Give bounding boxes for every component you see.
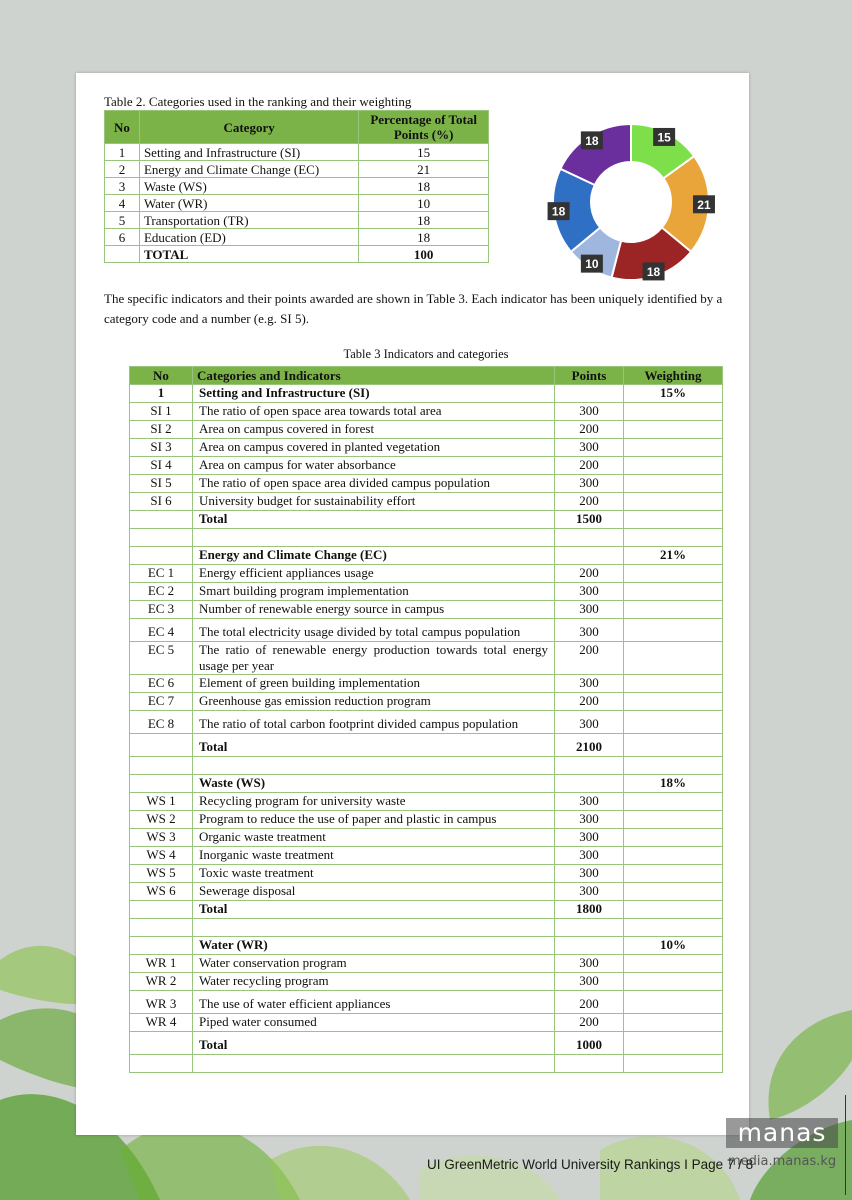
indicator-points: 300	[555, 619, 624, 642]
empty-cell	[555, 1055, 624, 1073]
table-row	[130, 565, 723, 583]
empty-cell	[624, 901, 723, 919]
indicator-points: 300	[555, 865, 624, 883]
section-weight: 10%	[624, 937, 723, 955]
cell-no: 3	[105, 178, 140, 195]
indicator-name: The use of water efficient appliances	[193, 991, 555, 1014]
cell-no: 4	[105, 195, 140, 212]
indicator-code: WS 6	[130, 883, 193, 901]
indicator-name: Inorganic waste treatment	[193, 847, 555, 865]
indicator-points: 300	[555, 583, 624, 601]
cell-category: Energy and Climate Change (EC)	[139, 161, 358, 178]
indicator-weight	[624, 675, 723, 693]
indicator-code: EC 1	[130, 565, 193, 583]
indicator-points: 300	[555, 439, 624, 457]
indicator-name: The ratio of open space area divided campus population	[193, 475, 555, 493]
indicator-code: EC 4	[130, 619, 193, 642]
category-donut-chart	[536, 107, 726, 297]
indicator-weight	[624, 865, 723, 883]
table-row	[130, 583, 723, 601]
indicator-code: SI 1	[130, 403, 193, 421]
data-label: 10	[585, 257, 599, 272]
document-page	[76, 73, 749, 1135]
header-category: Category	[139, 111, 358, 144]
table-row	[130, 601, 723, 619]
empty-cell	[624, 757, 723, 775]
indicator-name: Recycling program for university waste	[193, 793, 555, 811]
table3-caption: Table 3 Indicators and categories	[343, 347, 509, 361]
indicators-table-body	[130, 385, 723, 1073]
header-no: No	[130, 367, 193, 385]
section-name: Water (WR)	[193, 937, 555, 955]
empty-cell	[130, 734, 193, 757]
indicator-weight	[624, 693, 723, 711]
table-row	[130, 457, 723, 475]
empty-cell	[193, 919, 555, 937]
intro-paragraph: The specific indicators and their points awarded are shown in Table 3. Each indicator has been uniquely identified by a category code and a number (e.g. SI 5).	[104, 291, 723, 326]
indicator-code: WS 4	[130, 847, 193, 865]
total-points: 1500	[555, 511, 624, 529]
indicator-code: WR 4	[130, 1014, 193, 1032]
cell-percentage: 18	[359, 178, 489, 195]
header-points: Points	[555, 367, 624, 385]
section-no	[130, 775, 193, 793]
section-points	[555, 385, 624, 403]
section-total-row	[130, 734, 723, 757]
empty-cell	[130, 1032, 193, 1055]
table-row	[130, 693, 723, 711]
data-label: 18	[646, 264, 661, 279]
empty-cell	[555, 757, 624, 775]
table-row	[130, 439, 723, 457]
indicator-name: Greenhouse gas emission reduction program	[193, 693, 555, 711]
indicator-weight	[624, 955, 723, 973]
section-total-row	[130, 901, 723, 919]
empty-cell	[193, 1055, 555, 1073]
cell-percentage: 18	[359, 229, 489, 246]
indicator-code: SI 4	[130, 457, 193, 475]
indicator-weight	[624, 847, 723, 865]
indicator-weight	[624, 991, 723, 1014]
section-points	[555, 547, 624, 565]
indicator-name: The ratio of open space area towards total area	[193, 403, 555, 421]
indicator-name: Organic waste treatment	[193, 829, 555, 847]
empty-cell	[130, 529, 193, 547]
spacer-row	[130, 529, 723, 547]
indicator-name: Program to reduce the use of paper and plastic in campus	[193, 811, 555, 829]
indicator-name: Smart building program implementation	[193, 583, 555, 601]
spacer-row	[130, 1055, 723, 1073]
indicator-name: Number of renewable energy source in campus	[193, 601, 555, 619]
indicator-code: SI 6	[130, 493, 193, 511]
table2-caption: Table 2. Categories used in the ranking and their weighting	[104, 94, 412, 109]
table-row	[130, 973, 723, 991]
total-points: 2100	[555, 734, 624, 757]
indicator-points: 300	[555, 675, 624, 693]
table-row	[105, 212, 489, 229]
empty-cell	[555, 919, 624, 937]
manas-logo: manas	[726, 1118, 838, 1148]
section-total-row	[130, 511, 723, 529]
indicator-weight	[624, 493, 723, 511]
section-points	[555, 937, 624, 955]
indicator-code: WR 2	[130, 973, 193, 991]
empty-cell	[624, 1032, 723, 1055]
indicator-weight	[624, 565, 723, 583]
section-name: Waste (WS)	[193, 775, 555, 793]
empty-cell	[130, 511, 193, 529]
indicator-weight	[624, 883, 723, 901]
data-label: 18	[551, 204, 566, 219]
total-label: Total	[193, 734, 555, 757]
table-row	[105, 144, 489, 161]
empty-cell	[130, 1055, 193, 1073]
section-name: Energy and Climate Change (EC)	[193, 547, 555, 565]
indicator-name: Energy efficient appliances usage	[193, 565, 555, 583]
indicator-points: 200	[555, 693, 624, 711]
indicator-points: 300	[555, 793, 624, 811]
empty-cell	[193, 757, 555, 775]
indicator-weight	[624, 619, 723, 642]
cell-category: Education (ED)	[139, 229, 358, 246]
indicator-weight	[624, 601, 723, 619]
spacer-row	[130, 757, 723, 775]
indicator-name: The ratio of total carbon footprint divided campus population	[193, 711, 555, 734]
indicator-points: 300	[555, 883, 624, 901]
empty-cell	[624, 919, 723, 937]
cell-percentage: 21	[359, 161, 489, 178]
table-row	[130, 421, 723, 439]
data-label: 18	[585, 133, 599, 148]
indicator-code: EC 3	[130, 601, 193, 619]
cell-no: 1	[105, 144, 140, 161]
indicator-name: The total electricity usage divided by total campus population	[193, 619, 555, 642]
indicator-weight	[624, 711, 723, 734]
table-row	[130, 675, 723, 693]
total-label: Total	[193, 901, 555, 919]
indicator-code: SI 2	[130, 421, 193, 439]
indicator-name: The ratio of renewable energy production towards total energy usage per year	[193, 642, 555, 675]
header-weighting: Weighting	[624, 367, 723, 385]
table-row	[130, 847, 723, 865]
cell-category: Transportation (TR)	[139, 212, 358, 229]
indicator-name: Area on campus for water absorbance	[193, 457, 555, 475]
indicator-code: EC 5	[130, 642, 193, 675]
total-label: Total	[193, 511, 555, 529]
table-row	[105, 195, 489, 212]
indicator-name: Piped water consumed	[193, 1014, 555, 1032]
total-label: Total	[193, 1032, 555, 1055]
cell-total-label: TOTAL	[139, 246, 358, 263]
indicator-points: 200	[555, 457, 624, 475]
table-row	[130, 711, 723, 734]
section-no	[130, 547, 193, 565]
indicator-name: Sewerage disposal	[193, 883, 555, 901]
indicator-weight	[624, 403, 723, 421]
cell-category: Water (WR)	[139, 195, 358, 212]
indicator-name: Element of green building implementation	[193, 675, 555, 693]
indicator-weight	[624, 421, 723, 439]
indicator-code: WS 2	[130, 811, 193, 829]
indicator-name: Water conservation program	[193, 955, 555, 973]
section-weight: 21%	[624, 547, 723, 565]
data-label: 15	[657, 130, 671, 145]
indicator-points: 300	[555, 475, 624, 493]
indicator-weight	[624, 642, 723, 675]
page-footer: UI GreenMetric World University Rankings I Page 7 / 8	[427, 1157, 754, 1172]
table-row	[130, 883, 723, 901]
indicator-name: Water recycling program	[193, 973, 555, 991]
indicator-points: 200	[555, 565, 624, 583]
empty-cell	[624, 511, 723, 529]
table-row	[130, 955, 723, 973]
indicator-weight	[624, 457, 723, 475]
indicator-points: 200	[555, 493, 624, 511]
total-row	[105, 246, 489, 263]
header-no: No	[105, 111, 140, 144]
indicator-code: EC 2	[130, 583, 193, 601]
empty-cell	[624, 1055, 723, 1073]
section-total-row	[130, 1032, 723, 1055]
indicator-points: 200	[555, 421, 624, 439]
indicator-weight	[624, 811, 723, 829]
section-header-row	[130, 385, 723, 403]
indicator-code: WS 1	[130, 793, 193, 811]
cell-category: Setting and Infrastructure (SI)	[139, 144, 358, 161]
cell-percentage: 18	[359, 212, 489, 229]
indicator-points: 300	[555, 955, 624, 973]
indicator-points: 200	[555, 1014, 624, 1032]
section-no	[130, 937, 193, 955]
indicator-points: 300	[555, 811, 624, 829]
section-points	[555, 775, 624, 793]
indicator-name: University budget for sustainability effort	[193, 493, 555, 511]
indicator-code: EC 8	[130, 711, 193, 734]
indicator-weight	[624, 793, 723, 811]
empty-cell	[193, 529, 555, 547]
cell-no: 5	[105, 212, 140, 229]
cell-percentage: 15	[359, 144, 489, 161]
indicator-code: WR 3	[130, 991, 193, 1014]
categories-table	[104, 110, 489, 263]
indicator-weight	[624, 475, 723, 493]
table-row	[105, 229, 489, 246]
section-weight: 18%	[624, 775, 723, 793]
section-header-row	[130, 937, 723, 955]
total-points: 1800	[555, 901, 624, 919]
indicator-code: EC 7	[130, 693, 193, 711]
indicator-code: EC 6	[130, 675, 193, 693]
cell-category: Waste (WS)	[139, 178, 358, 195]
indicator-points: 200	[555, 991, 624, 1014]
section-name: Setting and Infrastructure (SI)	[193, 385, 555, 403]
indicator-code: WS 3	[130, 829, 193, 847]
indicator-weight	[624, 439, 723, 457]
indicator-weight	[624, 829, 723, 847]
cell-percentage: 10	[359, 195, 489, 212]
empty-cell	[130, 901, 193, 919]
cell-no	[105, 246, 140, 263]
indicator-code: WS 5	[130, 865, 193, 883]
header-percentage: Percentage of Total Points (%)	[359, 111, 489, 144]
table-row	[105, 178, 489, 195]
empty-cell	[624, 529, 723, 547]
cell-total-value: 100	[359, 246, 489, 263]
table-row	[130, 475, 723, 493]
categories-table-body	[105, 144, 489, 263]
divider-line	[845, 1095, 846, 1195]
table-row	[130, 811, 723, 829]
indicator-points: 300	[555, 973, 624, 991]
indicator-points: 200	[555, 642, 624, 675]
table-row	[130, 1014, 723, 1032]
indicator-name: Toxic waste treatment	[193, 865, 555, 883]
indicator-code: SI 5	[130, 475, 193, 493]
empty-cell	[624, 734, 723, 757]
table-row	[130, 829, 723, 847]
table-row	[130, 991, 723, 1014]
table-row	[130, 865, 723, 883]
indicator-code: WR 1	[130, 955, 193, 973]
indicator-code: SI 3	[130, 439, 193, 457]
indicator-points: 300	[555, 403, 624, 421]
empty-cell	[130, 919, 193, 937]
data-label: 21	[697, 197, 711, 212]
total-points: 1000	[555, 1032, 624, 1055]
indicator-name: Area on campus covered in forest	[193, 421, 555, 439]
indicator-name: Area on campus covered in planted vegetation	[193, 439, 555, 457]
table-row	[130, 403, 723, 421]
table-row	[130, 793, 723, 811]
section-header-row	[130, 775, 723, 793]
cell-no: 6	[105, 229, 140, 246]
cell-no: 2	[105, 161, 140, 178]
table-row	[130, 619, 723, 642]
empty-cell	[130, 757, 193, 775]
header-indicators: Categories and Indicators	[193, 367, 555, 385]
indicator-weight	[624, 1014, 723, 1032]
table-row	[105, 161, 489, 178]
section-no: 1	[130, 385, 193, 403]
empty-cell	[555, 529, 624, 547]
table-row	[130, 642, 723, 675]
table-row	[130, 493, 723, 511]
indicator-points: 300	[555, 711, 624, 734]
section-weight: 15%	[624, 385, 723, 403]
indicator-points: 300	[555, 601, 624, 619]
indicator-points: 300	[555, 829, 624, 847]
logo-url: media.manas.kg	[728, 1154, 837, 1169]
indicator-points: 300	[555, 847, 624, 865]
section-header-row	[130, 547, 723, 565]
indicator-weight	[624, 583, 723, 601]
spacer-row	[130, 919, 723, 937]
indicators-table	[129, 366, 723, 1073]
indicator-weight	[624, 973, 723, 991]
